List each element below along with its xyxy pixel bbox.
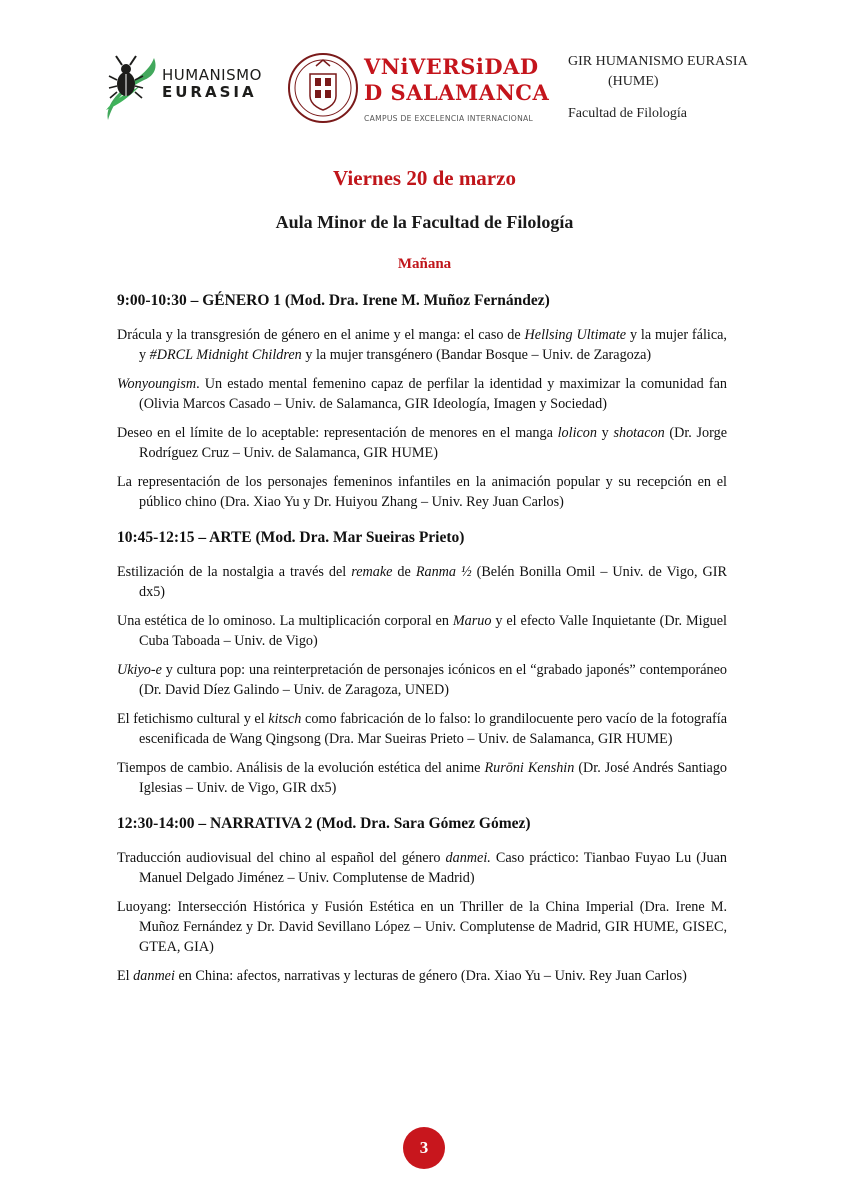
faculty-name: Facultad de Filología xyxy=(568,106,687,121)
talk-entry xyxy=(117,709,727,749)
italic-title: Wonyoungism xyxy=(117,376,197,392)
hume-wordmark-line2: EURASIA xyxy=(162,83,257,101)
hume-wordmark-line1: HUMANISMO xyxy=(162,66,262,84)
talk-text: (Dr. Jorge Rodríguez Cruz – Univ. de Salamanca, GIR HUME) xyxy=(139,425,727,461)
italic-title: Rurōni Kenshin xyxy=(484,760,575,776)
hume-wordmark xyxy=(162,68,262,100)
talk-text: y cultura pop: una reinterpretación de personajes icónicos en el “grabado japonés” contemporáneo (Dr. David Díez Galindo – Univ. de Zaragoza, UNED) xyxy=(139,662,727,698)
talk-text: (Belén Bonilla Omil – Univ. de Vigo, GIR dx5) xyxy=(139,564,727,600)
talk-text: Luoyang: Intersección Histórica y Fusión Estética en un Thriller de la China Imperial (Dra. Irene M. Muñoz Fernández y Dr. David Sevillano López – Univ. Complutense de Madrid, GIR HUME, GISEC, GTEA, GIA) xyxy=(117,899,727,955)
program-block xyxy=(117,814,727,986)
session-heading: Mañana xyxy=(397,256,452,272)
talk-entry xyxy=(117,562,727,602)
talk-text: El xyxy=(117,968,134,984)
talk-text: y la mujer transgénero (Bandar Bosque – Univ. de Zaragoza) xyxy=(301,347,652,363)
talk-entry xyxy=(117,897,727,957)
talk-text: . Un estado mental femenino capaz de perfilar la identidad y maximizar la comunidad fan (Olivia Marcos Casado – Univ. de Salamanca, GIR Ideología, Imagen y Sociedad) xyxy=(139,376,727,412)
talk-text: Una estética de lo ominoso. La multiplicación corporal en xyxy=(117,613,453,629)
university-seal-icon xyxy=(288,48,358,128)
beetle-icon xyxy=(104,50,160,122)
talk-text: como fabricación de lo falso: lo grandilocuente pero vacío de la fotografía escenificada de Wang Qingsong (Dra. Mar Sueiras Prieto – Univ. de Salamanca, GIR HUME) xyxy=(139,711,727,747)
venue-heading: Aula Minor de la Facultad de Filología xyxy=(275,212,574,232)
research-group-info xyxy=(568,52,748,124)
gir-acronym: (HUME) xyxy=(608,74,659,89)
humanismo-eurasia-logo xyxy=(104,50,274,122)
italic-title: #DRCL Midnight Children xyxy=(149,347,302,363)
talk-entry xyxy=(117,848,727,888)
italic-title: kitsch xyxy=(268,711,302,727)
talk-text: y la mujer fálica, y xyxy=(139,327,727,363)
italic-title: Maruo xyxy=(452,613,492,629)
talk-text: Deseo en el límite de lo aceptable: representación de menores en el manga xyxy=(117,425,558,441)
talk-text: en China: afectos, narrativas y lecturas de género (Dra. Xiao Yu – Univ. Rey Juan Carlos) xyxy=(174,968,687,984)
talk-text: La representación de los personajes femeninos infantiles en la animación popular y su recepción en el público chino (Dra. Xiao Yu y Dr. Huiyou Zhang – Univ. Rey Juan Carlos) xyxy=(117,474,727,510)
italic-title: remake xyxy=(351,564,393,580)
talk-entry xyxy=(117,611,727,651)
program-block xyxy=(117,291,727,512)
talk-text: Caso práctico: Tianbao Fuyao Lu (Juan Manuel Delgado Jiménez – Univ. Complutense de Madrid) xyxy=(139,850,727,886)
program-block xyxy=(117,528,727,798)
block-title: 12:30-14:00 – NARRATIVA 2 (Mod. Dra. Sara Gómez Gómez) xyxy=(117,815,531,832)
talk-entry xyxy=(117,423,727,463)
usal-wordmark-line1: VNiVERSiDAD xyxy=(364,54,539,79)
talk-entry xyxy=(117,472,727,512)
talk-text: Drácula y la transgresión de género en el anime y el manga: el caso de xyxy=(117,327,525,343)
talk-text: de xyxy=(392,564,416,580)
talk-text: El fetichismo cultural y el xyxy=(117,711,269,727)
gir-name: GIR HUMANISMO EURASIA xyxy=(568,54,748,69)
talk-entry xyxy=(117,325,727,365)
italic-title: Ranma ½ xyxy=(415,564,472,580)
page-header xyxy=(0,0,849,140)
italic-title: danmei xyxy=(133,968,175,984)
italic-title: shotacon xyxy=(613,425,665,441)
talk-text: Tiempos de cambio. Análisis de la evolución estética del anime xyxy=(117,760,485,776)
talk-entry xyxy=(117,660,727,700)
talk-text: Traducción audiovisual del chino al español del género xyxy=(117,850,446,866)
italic-title: lolicon xyxy=(557,425,597,441)
usal-campus-tagline: CAMPUS DE EXCELENCIA INTERNACIONAL xyxy=(364,114,534,123)
program-content xyxy=(117,291,727,1002)
talk-entry xyxy=(117,966,727,986)
talk-text: Estilización de la nostalgia a través del xyxy=(117,564,352,580)
block-title: 10:45-12:15 – ARTE (Mod. Dra. Mar Sueiras Prieto) xyxy=(117,529,465,546)
talk-text: (Dr. José Andrés Santiago Iglesias – Univ. de Vigo, GIR dx5) xyxy=(139,760,728,796)
universidad-salamanca-logo xyxy=(288,48,550,130)
italic-title: Ukiyo-e xyxy=(117,662,162,678)
italic-title: danmei. xyxy=(445,850,491,866)
day-heading: Viernes 20 de marzo xyxy=(333,166,516,190)
talk-entry xyxy=(117,758,727,798)
page-number: 3 xyxy=(403,1127,445,1169)
italic-title: Hellsing Ultimate xyxy=(524,327,627,343)
talk-text: y el efecto Valle Inquietante (Dr. Miguel Cuba Taboada – Univ. de Vigo) xyxy=(139,613,727,649)
talk-text: y xyxy=(597,425,614,441)
talk-entry xyxy=(117,374,727,414)
usal-wordmark-line2: D SALAMANCA xyxy=(364,80,550,105)
block-title: 9:00-10:30 – GÉNERO 1 (Mod. Dra. Irene M. Muñoz Fernández) xyxy=(117,292,550,309)
